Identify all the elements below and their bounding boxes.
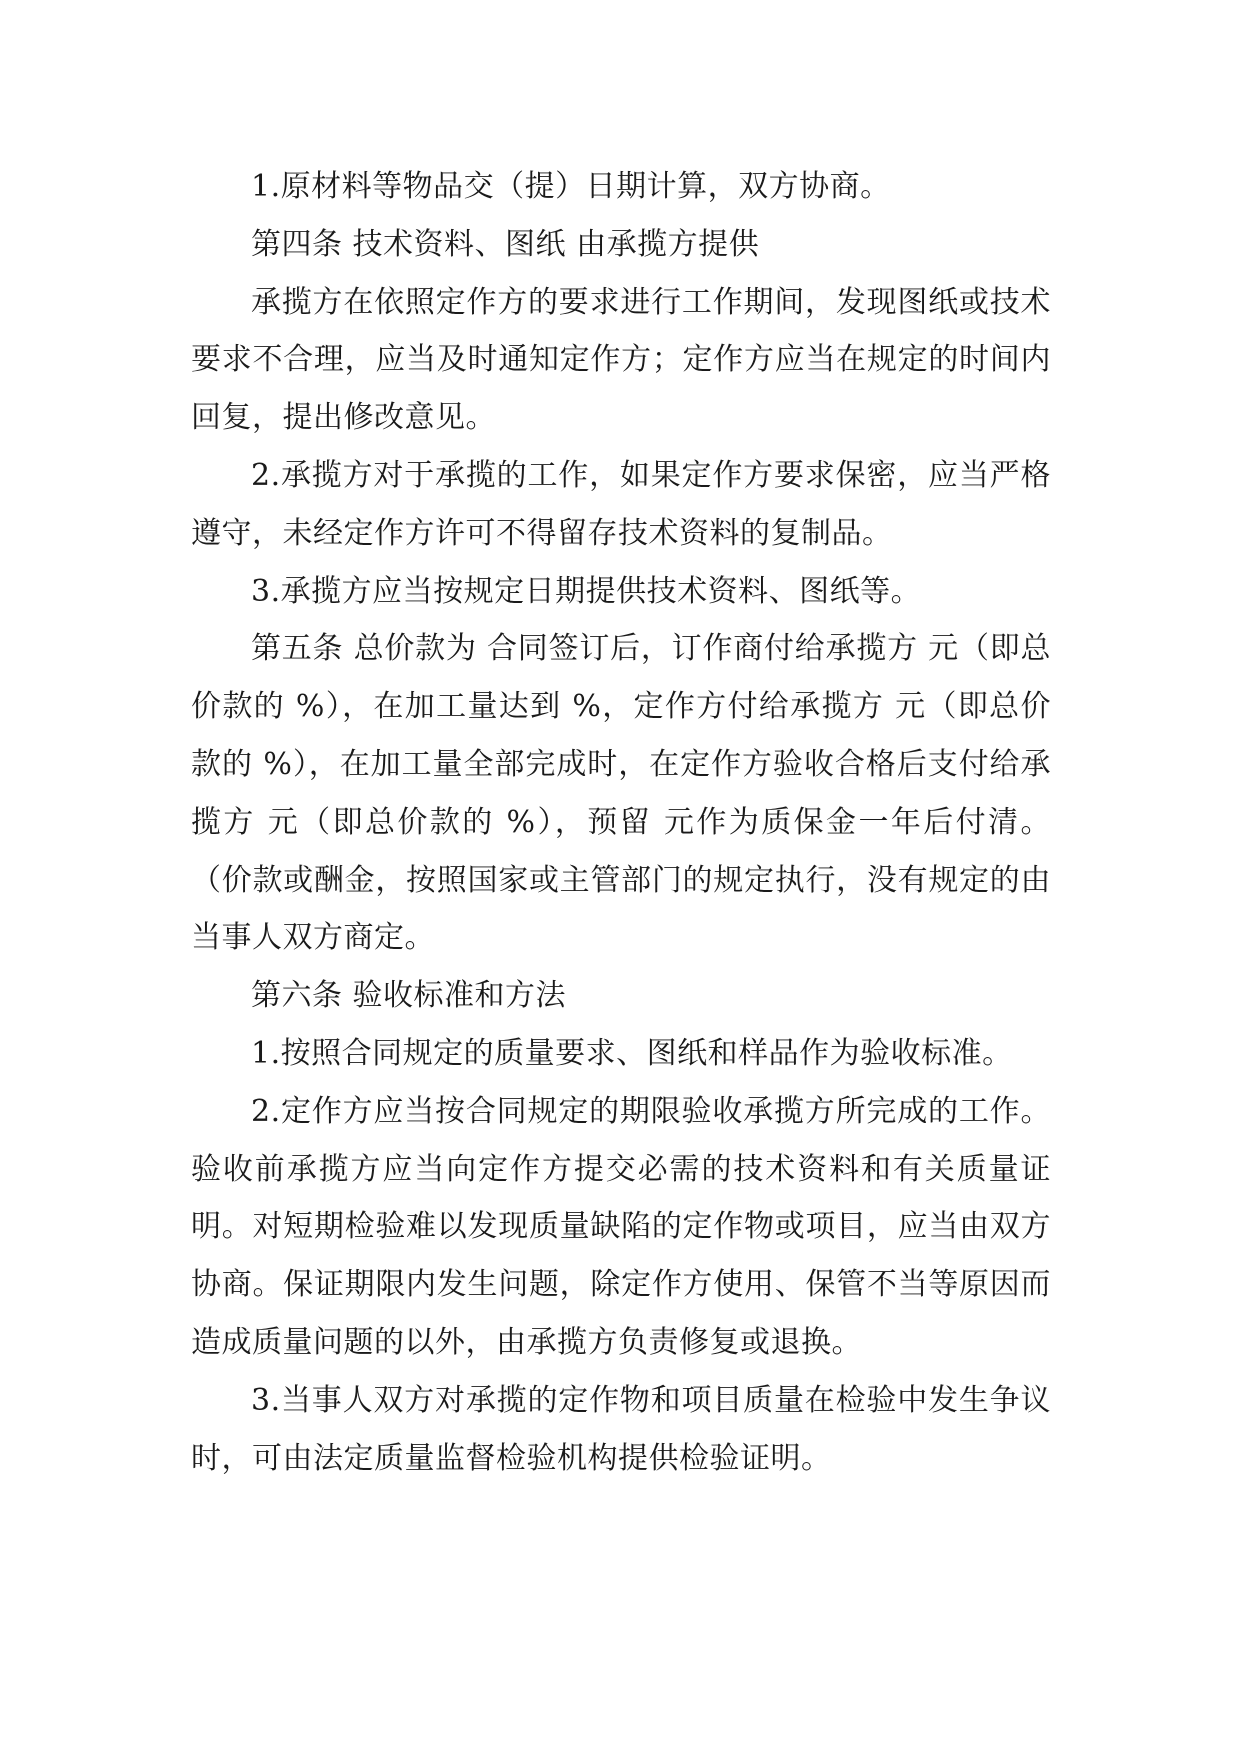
paragraph-article-5: 第五条 总价款为 合同签订后，订作商付给承揽方 元（即总价款的 %），在加工量达到 %，定作方付给承揽方 元（即总价款的 %），在加工量全部完成时，在定作方验收合格后支付给承揽方 元（即总价款的 %），预留 元作为质保金一年后付清。 （价款或酬金，按照国家或主管部门的规定执行，没有规定的由当事人双方商定。 [191,631,1051,956]
paragraph-9: 2.定作方应当按合同规定的期限验收承揽方所完成的工作。验收前承揽方应当向定作方提交必需的技术资料和有关质量证明。对短期检验难以发现质量缺陷的定作物或项目，应当由双方协商。保证期限内发生问题，除定作方使用、保管不当等原因而造成质量问题的以外，由承揽方负责修复或退换。 [191,1093,1051,1360]
paragraph-1: 1.原材料等物品交（提）日期计算，双方协商。 [251,169,891,204]
paragraph-8: 1.按照合同规定的质量要求、图纸和样品作为验收标准。 [251,1035,1013,1071]
paragraph-article-4-heading: 第四条 技术资料、图纸 由承揽方提供 [251,226,760,262]
document-body [191,158,1051,1487]
paragraph-article-6-heading: 第六条 验收标准和方法 [251,978,567,1014]
paragraph-5: 3.承揽方应当按规定日期提供技术资料、图纸等。 [251,573,922,609]
paragraph-3: 承揽方在依照定作方的要求进行工作期间，发现图纸或技术要求不合理，应当及时通知定作方；定作方应当在规定的时间内回复，提出修改意见。 [191,284,1051,436]
paragraph-4: 2.承揽方对于承揽的工作，如果定作方要求保密，应当严格遵守，未经定作方许可不得留存技术资料的复制品。 [191,457,1051,551]
paragraph-10: 3.当事人双方对承揽的定作物和项目质量在检验中发生争议时，可由法定质量监督检验机构提供检验证明。 [191,1382,1051,1476]
